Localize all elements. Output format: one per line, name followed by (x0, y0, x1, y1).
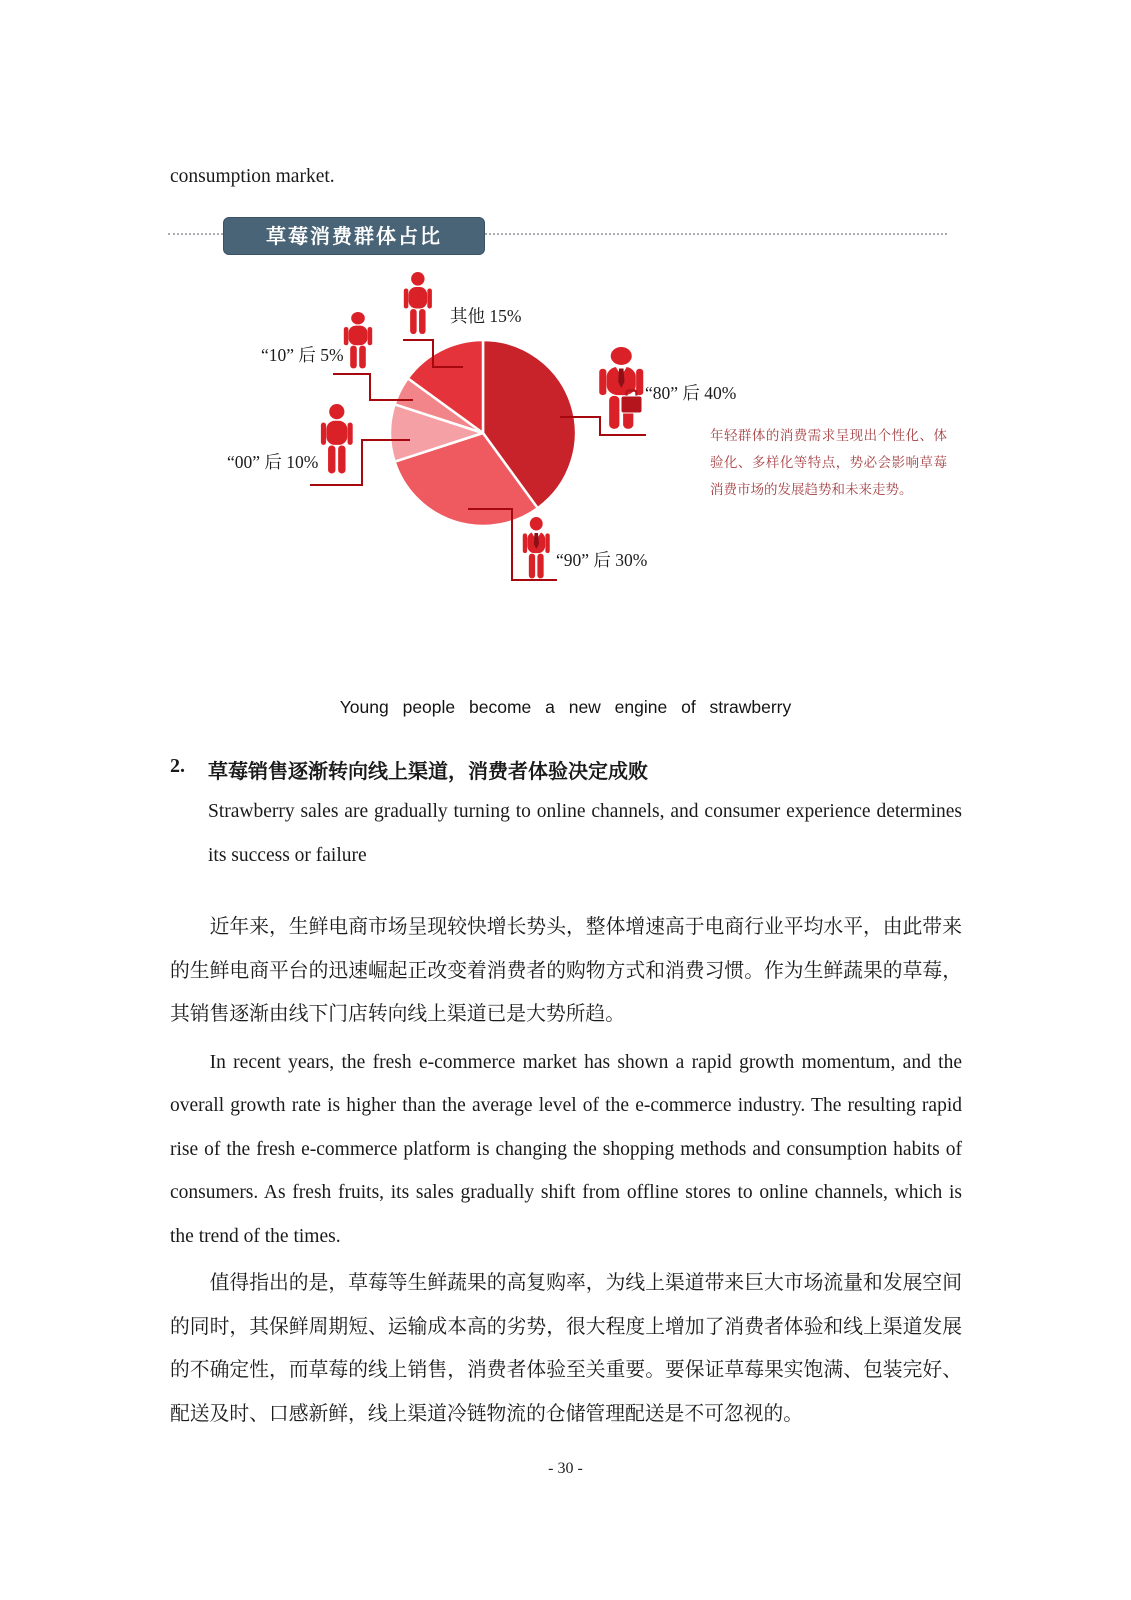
body-text (170, 906, 962, 1440)
person-icon-post80 (599, 347, 643, 429)
paragraph-zh-1: 近年来，生鲜电商市场呈现较快增长势头，整体增速高于电商行业平均水平，由此带来的生鲜电商平台的迅速崛起正改变着消费者的购物方式和消费习惯。作为生鲜蔬果的草莓，其销售逐渐由线下门店转向线上渠道已是大势所趋。 (170, 916, 962, 1025)
pie-label-others: 其他 15% (450, 306, 522, 326)
section-number: 2. (170, 755, 185, 777)
person-icon-others (404, 272, 432, 334)
section-heading-en: Strawberry sales are gradually turning to online channels, and consumer experience determines its success or failure (208, 801, 962, 866)
chart-annotation: 年轻群体的消费需求呈现出个性化、体验化、多样化等特点，势必会影响草莓消费市场的发展趋势和未来走势。 (710, 428, 947, 497)
pie-label-post90: “90” 后 30% (556, 550, 648, 570)
chart-title: 草莓消费群体占比 (266, 226, 442, 248)
paragraph-en-1: In recent years, the fresh e-commerce market has shown a rapid growth momentum, and the overall growth rate is higher than the average level of the e-commerce industry. The resulting rapid rise of the fresh e-commerce platform is changing the shopping methods and consumption habits of consumers. As fresh fruits, its sales gradually shift from offline stores to online channels, which is the trend of the times. (170, 1051, 962, 1247)
person-icon-post10 (344, 312, 372, 368)
section-heading (170, 755, 962, 784)
person-icon-post00 (321, 404, 353, 473)
section-heading-zh: 草莓销售逐渐转向线上渠道，消费者体验决定成败 (208, 761, 648, 783)
pie-label-post00: “00” 后 10% (227, 452, 319, 472)
page-number: - 30 - (548, 1460, 583, 1477)
pie-label-post10: “10” 后 5% (261, 345, 344, 365)
pie-slices (390, 340, 576, 526)
figure-caption: Young people become a new engine of strawberry (339, 697, 792, 717)
pie-label-post80: “80” 后 40% (645, 383, 737, 403)
intro-fragment: consumption market. (170, 165, 335, 187)
paragraph-zh-2: 值得指出的是，草莓等生鲜蔬果的高复购率，为线上渠道带来巨大市场流量和发展空间的同时，其保鲜周期短、运输成本高的劣势，很大程度上增加了消费者体验和线上渠道发展的不确定性，而草莓的线上销售，消费者体验至关重要。要保证草莓果实饱满、包装完好、配送及时、口感新鲜，线上渠道冷链物流的仓储管理配送是不可忽视的。 (170, 1272, 962, 1425)
